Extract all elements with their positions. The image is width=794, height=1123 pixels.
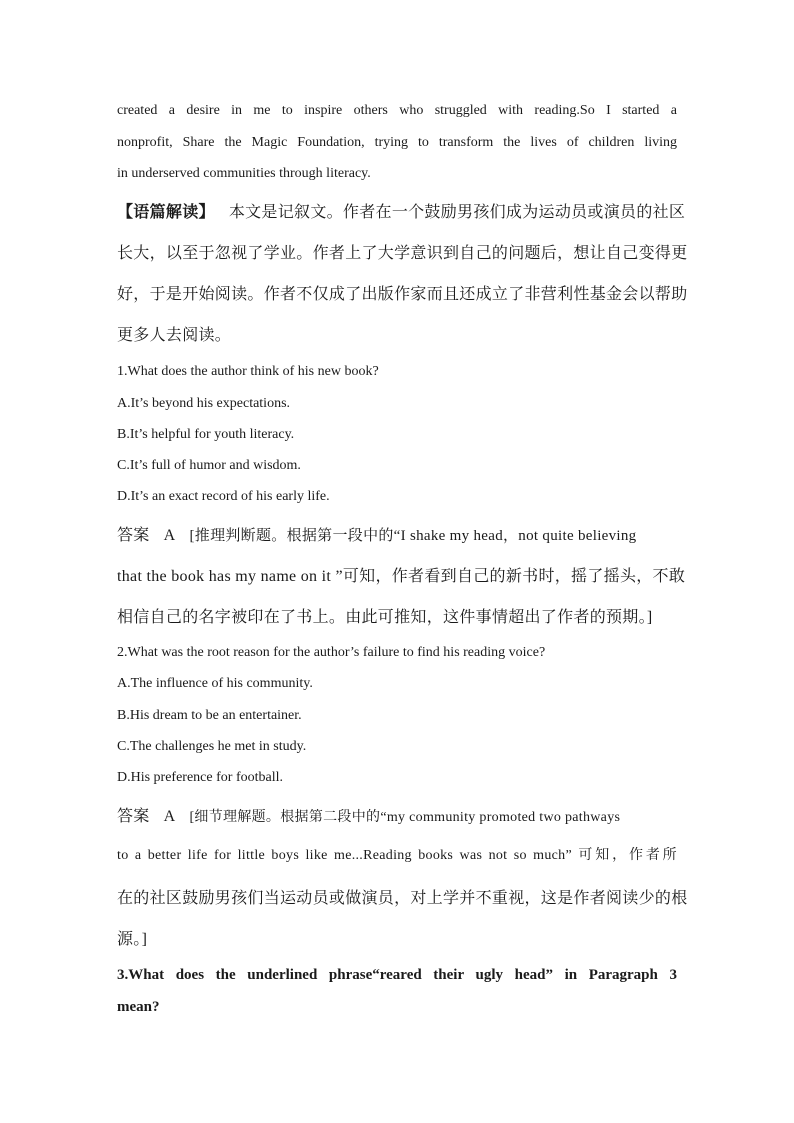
- explanation-line: 在的社区鼓励男孩们当运动员或做演员，对上学并不重视，这是作者阅读少的根: [117, 890, 688, 907]
- option-d: D.It’s an exact record of his early life.: [117, 489, 330, 504]
- passage-line: created a desire in me to inspire others who struggled with reading.So I started a: [117, 103, 677, 118]
- interpretation-line: 长大，以至于忽视了学业。作者上了大学意识到自己的问题后，想让自己变得更: [117, 245, 688, 262]
- explanation-line: 源。]: [117, 931, 148, 948]
- answer-line: [117, 803, 677, 826]
- answer-label: 答案: [117, 808, 150, 825]
- option-c: C.The challenges he met in study.: [117, 739, 307, 754]
- question-stem: 3.What does the underlined phrase“reared their ugly head” in Paragraph 3: [117, 967, 677, 983]
- option-c: C.It’s full of humor and wisdom.: [117, 458, 301, 473]
- question-stem: 1.What does the author think of his new book?: [117, 364, 379, 379]
- option-b: B.His dream to be an entertainer.: [117, 708, 302, 723]
- answer-choice: A: [163, 527, 176, 544]
- interpretation-text: 本文是记叙文。作者在一个鼓励男孩们成为运动员或演员的社区: [228, 204, 686, 221]
- answer-line: [117, 522, 677, 545]
- interpretation-first-line: [117, 199, 686, 222]
- answer-label: 答案: [117, 527, 150, 544]
- explanation-line: to a better life for little boys like me...Reading books was not so much” 可知，作者所: [117, 848, 677, 863]
- explanation-line: that the book has my name on it ”可知，作者看到自己的新书时，摇了摇头，不敢: [117, 568, 686, 585]
- answer-explanation: [推理判断题。根据第一段中的“I shake my head，not quite believing: [189, 528, 637, 544]
- option-a: A.The influence of his community.: [117, 676, 313, 691]
- option-a: A.It’s beyond his expectations.: [117, 396, 291, 411]
- question-stem-continued: mean?: [117, 999, 160, 1015]
- interpretation-line: 更多人去阅读。: [117, 327, 232, 344]
- explanation-line: 相信自己的名字被印在了书上。由此可推知，这件事情超出了作者的预期。]: [117, 609, 653, 626]
- answer-explanation: [细节理解题。根据第二段中的“my community promoted two pathways: [189, 810, 621, 825]
- passage-line: nonprofit, Share the Magic Foundation, trying to transform the lives of children living: [117, 135, 677, 150]
- question-stem: 2.What was the root reason for the author’s failure to find his reading voice?: [117, 645, 546, 660]
- interpretation-tag: 【语篇解读】: [117, 204, 215, 221]
- option-d: D.His preference for football.: [117, 770, 283, 785]
- answer-choice: A: [163, 808, 176, 825]
- passage-line: in underserved communities through literacy.: [117, 166, 371, 181]
- option-b: B.It’s helpful for youth literacy.: [117, 427, 295, 442]
- interpretation-line: 好，于是开始阅读。作者不仅成了出版作家而且还成立了非营利性基金会以帮助: [117, 286, 688, 303]
